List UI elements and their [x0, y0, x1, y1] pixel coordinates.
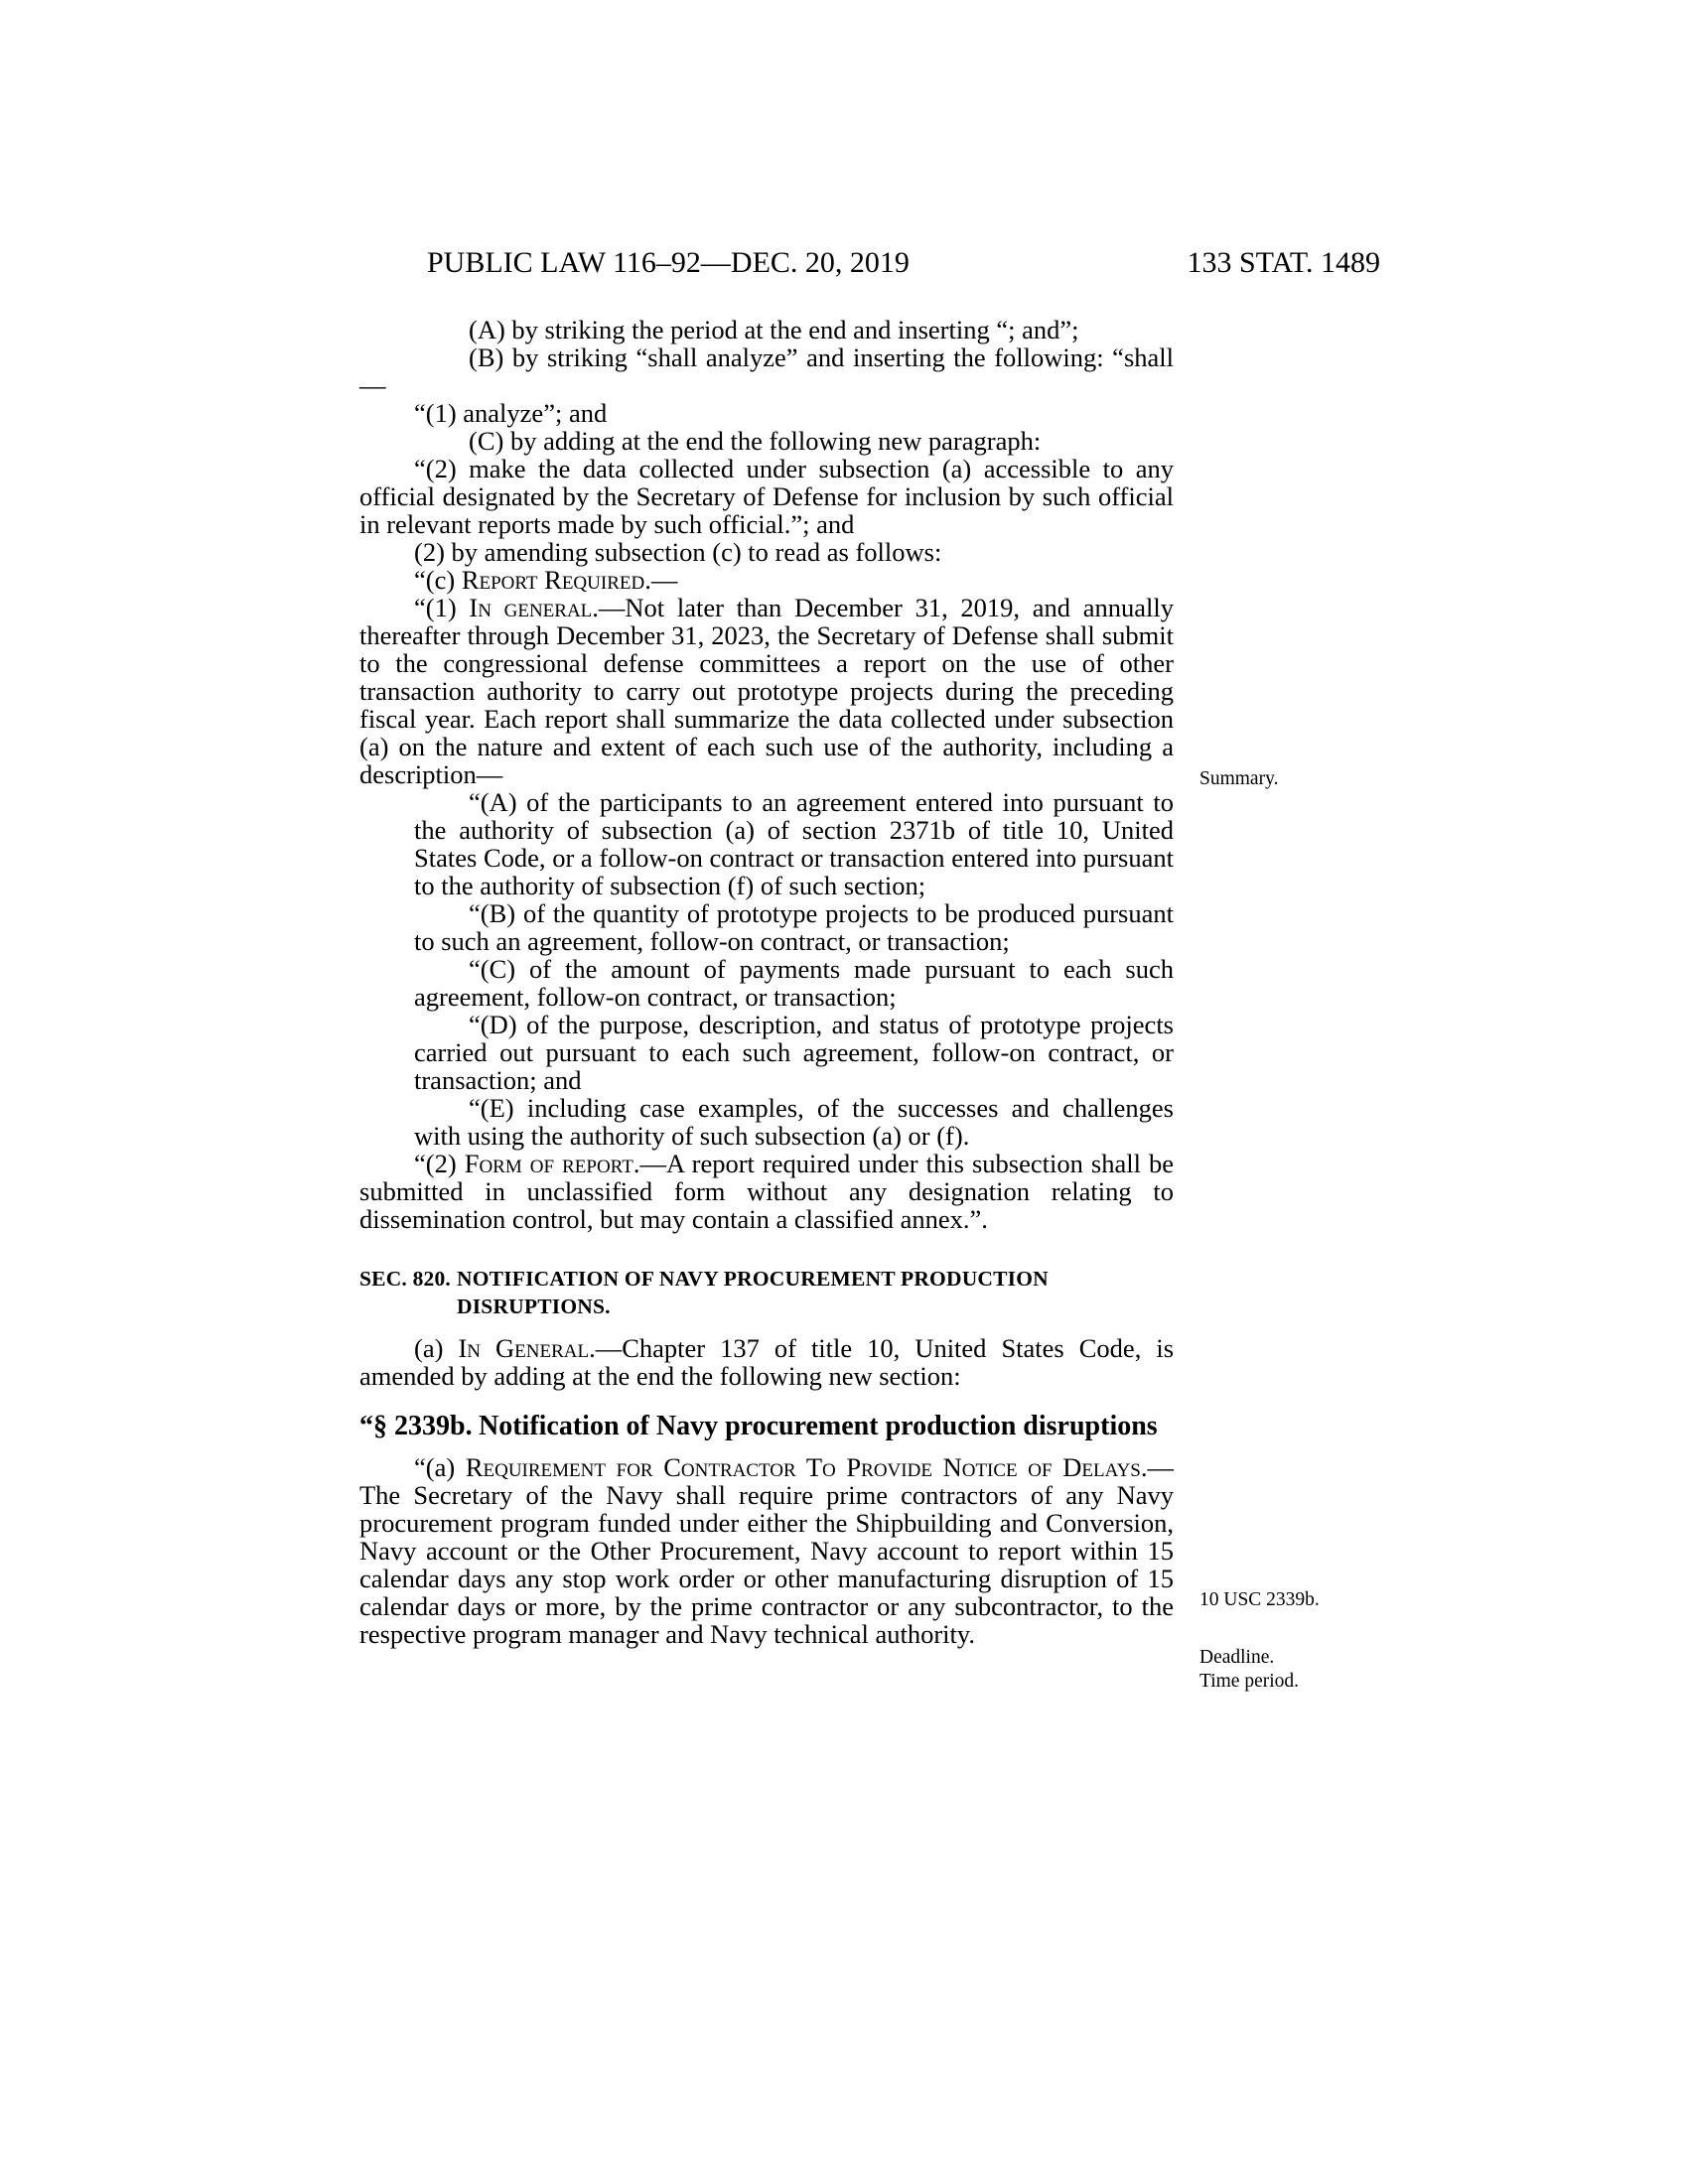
clause-B-quantity: “(B) of the quantity of prototype projects to be produced pursuant to such an agreement, follow-on contract, or transaction; [414, 898, 1174, 956]
subsection-c-heading: “(c) Report Required.— [414, 565, 678, 595]
requirement-notice-of-delays: “(a) Requirement for Contractor To Provide Notice of Delays.—The Secretary of the Navy shall require prime contractors of any Navy procurement program funded under either the Shipbuilding and Conversion, Navy account or the Other Procurement, Navy account to report within 15 calendar days any stop work order or other manufacturing disruption of 15 calendar days or more, by the prime contractor or any subcontractor, to the respective program manager and Navy technical authority. [359, 1452, 1174, 1649]
running-header [427, 246, 1380, 296]
new-section-number: “§ 2339b. [359, 1411, 473, 1441]
margin-note-summary: Summary. [1199, 768, 1279, 789]
clause-E-case-examples: “(E) including case examples, of the successes and challenges with using the authority of such subsection (a) or (f). [414, 1093, 1174, 1151]
document-body [359, 316, 1174, 1648]
paragraph-B-striking-analyze: (B) by striking “shall analyze” and inserting the following: “shall— [359, 342, 1174, 400]
statute-page-number: 133 STAT. 1489 [1187, 246, 1380, 279]
section-820-heading [359, 1265, 1174, 1320]
paragraph-amend-subsection-c: (2) by amending subsection (c) to read as follows: [414, 537, 942, 567]
new-section-title: Notification of Navy procurement production disruptions [479, 1411, 1158, 1441]
margin-note-time-period: Time period. [1199, 1671, 1300, 1692]
paragraph-C-adding: (C) by adding at the end the following new paragraph: [469, 426, 1042, 456]
margin-note-deadline: Deadline. [1199, 1647, 1275, 1668]
clause-D-purpose: “(D) of the purpose, description, and status of prototype projects carried out pursuant to each such agreement, follow-on contract, or transaction; and [414, 1010, 1174, 1095]
paragraph-A-striking-period: (A) by striking the period at the end and inserting “; and”; [469, 315, 1079, 344]
form-of-report-heading: Form of report [464, 1149, 633, 1178]
paragraph-2-make-data-accessible: “(2) make the data collected under subsection (a) accessible to any official designated by the Secretary of Defense for inclusion by such official in relevant reports made by such official.”; and [359, 454, 1174, 539]
new-section-2339b-heading [359, 1412, 1174, 1441]
margin-note-usc: 10 USC 2339b. [1199, 1589, 1320, 1610]
clause-C-payments: “(C) of the amount of payments made pursuant to each such agreement, follow-on contract, or transaction; [414, 954, 1174, 1012]
paragraph-1-analyze: “(1) analyze”; and [414, 398, 608, 428]
section-number: SEC. 820. [359, 1267, 451, 1291]
public-law-citation: PUBLIC LAW 116–92—DEC. 20, 2019 [427, 246, 910, 279]
paragraph-2-form-of-report: “(2) Form of report.—A report required under this subsection shall be submitted in unclassified form without any designation relating to dissemination control, but may contain a classified annex.”. [359, 1149, 1174, 1234]
requirement-heading: Requirement for Contractor To Provide Notice of Delays [465, 1452, 1141, 1482]
in-general-heading: In general [469, 593, 593, 622]
section-title-line2: DISRUPTIONS. [457, 1295, 611, 1318]
clause-A-participants: “(A) of the participants to an agreement entered into pursuant to the authority of subsection (a) of section 2371b of title 10, United States Code, or a follow-on contract or transaction entered into pursuant to the authority of subsection (f) of such section; [414, 787, 1174, 900]
subsection-a-heading: In General [458, 1333, 590, 1363]
paragraph-1-in-general: “(1) In general.—Not later than December 31, 2019, and annually thereafter through December 31, 2023, the Secretary of Defense shall submit to the congressional defense committees a report on the use of other transaction authority to carry out prototype projects during the preceding fiscal year. Each report shall summarize the data collected under subsection (a) on the nature and extent of each such use of the authority, including a description— [359, 593, 1174, 789]
report-required-heading: Report Required [461, 565, 645, 595]
subsection-a-in-general: (a) In General.—Chapter 137 of title 10, United States Code, is amended by adding at the end the following new section: [359, 1333, 1175, 1391]
section-title-line1: NOTIFICATION OF NAVY PROCUREMENT PRODUCTION [457, 1267, 1049, 1291]
